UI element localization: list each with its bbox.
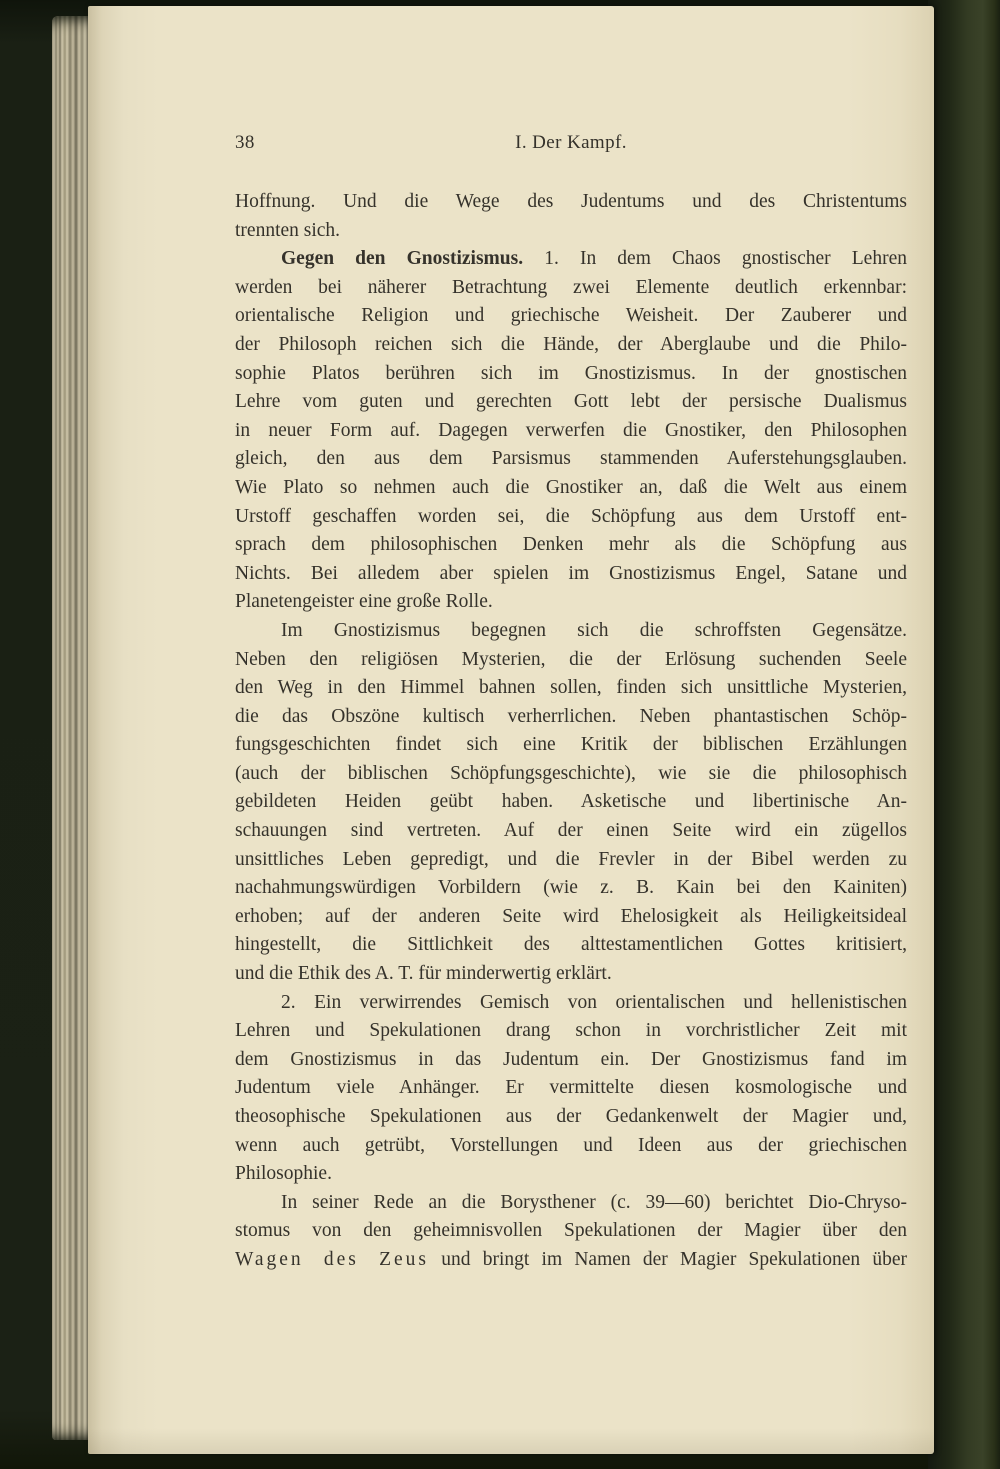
text-line: 2. Ein verwirrendes Gemisch von orientalischen und hellenistischen (281, 991, 907, 1013)
text-line: erhoben; auf der anderen Seite wird Ehelosigkeit als Heiligkeitsideal (235, 905, 907, 927)
paragraph (235, 188, 907, 245)
body-text (235, 188, 907, 1275)
text-line: orientalische Religion und griechische Weisheit. Der Zauberer und (235, 305, 907, 327)
text-line: dem Gnostizismus in das Judentum ein. Der Gnostizismus fand im (235, 1048, 907, 1070)
text-line: der Philosoph reichen sich die Hände, der Aberglaube und die Philo- (235, 333, 907, 355)
text-line: sprach dem philosophischen Denken mehr als die Schöpfung aus (235, 534, 907, 556)
text-line: und die Ethik des A. T. für minderwertig erklärt. (235, 963, 612, 985)
text-line: In seiner Rede an die Borysthener (c. 39—60) berichtet Dio-Chryso- (281, 1191, 907, 1213)
text-line: Wagen des Zeus und bringt im Namen der Magier Spekulationen über (235, 1248, 907, 1270)
text-line: hingestellt, die Sittlichkeit des alttestamentlichen Gottes kritisiert, (235, 934, 907, 956)
book-page (88, 6, 934, 1454)
page-number: 38 (235, 132, 255, 153)
text-line: nachahmungswürdigen Vorbildern (wie z. B. Kain bei den Kainiten) (235, 877, 907, 899)
text-line: die das Obszöne kultisch verherrlichen. Neben phantastischen Schöp- (235, 705, 907, 727)
text-line: trennten sich. (235, 219, 341, 241)
text-line: (auch der biblischen Schöpfungsgeschichte), wie sie die philosophisch (235, 762, 907, 784)
text-line: Gegen den Gnostizismus. 1. In dem Chaos gnostischer Lehren (281, 248, 907, 270)
text-line: werden bei näherer Betrachtung zwei Elemente deutlich erkennbar: (235, 276, 907, 298)
paragraph (235, 245, 907, 617)
text-line: Philosophie. (235, 1163, 332, 1185)
text-line: den Weg in den Himmel bahnen sollen, finden sich unsittliche Mysterien, (235, 677, 907, 699)
text-line: schauungen sind vertreten. Auf der einen Seite wird ein zügellos (235, 820, 907, 842)
text-line: wenn auch getrübt, Vorstellungen und Ideen aus der griechischen (235, 1134, 907, 1156)
text-line: Im Gnostizismus begegnen sich die schroffsten Gegensätze. (281, 619, 907, 641)
text-line: Judentum viele Anhänger. Er vermittelte diesen kosmologische und (235, 1077, 907, 1099)
page-header (235, 132, 907, 156)
paragraph (235, 1189, 907, 1275)
text-block (235, 132, 907, 1275)
text-line: sophie Platos berühren sich im Gnostizismus. In der gnostischen (235, 362, 907, 384)
text-line: Lehren und Spekulationen drang schon in vorchristlicher Zeit mit (235, 1020, 907, 1042)
page-stack-edges (52, 16, 89, 1440)
text-line: in neuer Form auf. Dagegen verwerfen die Gnostiker, den Philosophen (235, 419, 907, 441)
text-line: Neben den religiösen Mysterien, die der Erlösung suchenden Seele (235, 648, 907, 670)
text-line: Nichts. Bei alledem aber spielen im Gnostizismus Engel, Satane und (235, 562, 907, 584)
text-line: gebildeten Heiden geübt haben. Asketische und libertinische An- (235, 791, 907, 813)
text-line: stomus von den geheimnisvollen Spekulationen der Magier über den (235, 1220, 907, 1242)
text-line: unsittliches Leben gepredigt, und die Frevler in der Bibel werden zu (235, 848, 907, 870)
paragraph (235, 989, 907, 1189)
text-line: Hoffnung. Und die Wege des Judentums und des Christentums (235, 191, 907, 212)
text-line: gleich, den aus dem Parsismus stammenden Auferstehungsglauben. (235, 448, 907, 470)
running-header: I. Der Kampf. (515, 132, 627, 153)
paragraph (235, 617, 907, 989)
text-line: Planetengeister eine große Rolle. (235, 591, 493, 613)
text-line: Wie Plato so nehmen auch die Gnostiker an, daß die Welt aus einem (235, 476, 907, 498)
book-right-edge (928, 0, 1000, 1469)
text-line: theosophische Spekulationen aus der Gedankenwelt der Magier und, (235, 1106, 907, 1127)
text-line: fungsgeschichten findet sich eine Kritik der biblischen Erzählungen (235, 734, 907, 756)
text-line: Lehre vom guten und gerechten Gott lebt der persische Dualismus (235, 391, 907, 413)
text-line: Urstoff geschaffen worden sei, die Schöpfung aus dem Urstoff ent- (235, 505, 907, 527)
